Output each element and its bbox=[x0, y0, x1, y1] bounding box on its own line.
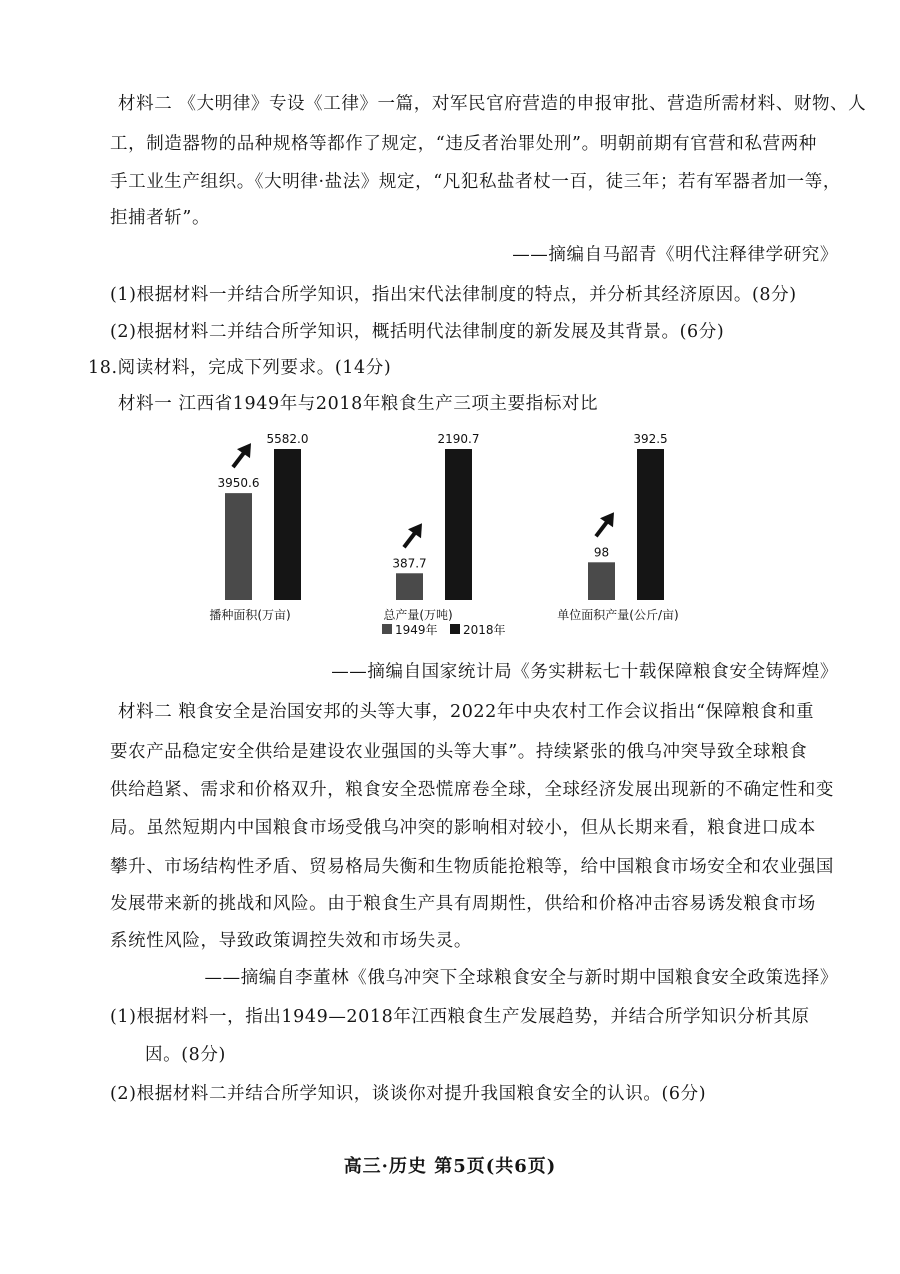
bar-2018-1 bbox=[445, 449, 472, 600]
grain-chart bbox=[200, 425, 680, 650]
label-2018-0: 5582.0 bbox=[266, 432, 309, 446]
ming-material-line-1: 材料二 《大明律》专设《工律》一篇，对军民官府营造的申报审批、营造所需材料、财物、人 bbox=[118, 94, 867, 114]
grain-material-line-1: 材料二 粮食安全是治国安邦的头等大事，2022年中央农村工作会议指出“保障粮食和重 bbox=[118, 702, 815, 722]
grain-material-line-2: 要农产品稳定安全供给是建设农业强国的头等大事”。持续紧张的俄乌冲突导致全球粮食 bbox=[110, 742, 808, 762]
ming-material-source: ——摘编自马韶青《明代注释律学研究》 bbox=[512, 245, 838, 265]
bar-1949-1 bbox=[396, 573, 423, 600]
grain-chart-svg bbox=[200, 425, 680, 650]
q17-part-2: (2)根据材料二并结合所学知识，概括明代法律制度的新发展及其背景。(6分) bbox=[110, 322, 725, 342]
page-footer: 高三·历史 第5页(共6页) bbox=[343, 1156, 557, 1177]
grain-material-line-6: 发展带来新的挑战和风险。由于粮食生产具有周期性，供给和价格冲击容易诱发粮食市场 bbox=[110, 894, 816, 914]
category-label-2: 单位面积产量(公斤/亩) bbox=[557, 608, 679, 622]
q17-part-1: (1)根据材料一并结合所学知识，指出宋代法律制度的特点，并分析其经济原因。(8分) bbox=[110, 285, 797, 305]
bar-1949-2 bbox=[588, 562, 615, 600]
label-1949-0: 3950.6 bbox=[217, 476, 260, 491]
bar-2018-2 bbox=[637, 449, 664, 600]
arrow-icon-1 bbox=[404, 523, 422, 547]
label-2018-2: 392.5 bbox=[633, 432, 668, 446]
legend-label-1949: 1949年 bbox=[395, 623, 438, 637]
grain-material-line-7: 系统性风险，导致政策调控失效和市场失灵。 bbox=[110, 931, 472, 951]
arrow-icon-0 bbox=[233, 443, 251, 467]
category-label-1: 总产量(万吨) bbox=[383, 608, 453, 622]
legend-label-2018: 2018年 bbox=[463, 623, 506, 637]
category-label-0: 播种面积(万亩) bbox=[209, 608, 291, 622]
bar-2018-0 bbox=[274, 449, 301, 600]
ming-material-line-3: 手工业生产组织。《大明律·盐法》规定，“凡犯私盐者杖一百，徒三年；若有军器者加一等， bbox=[110, 172, 841, 192]
label-1949-2: 98 bbox=[593, 545, 610, 560]
q18-part-1-cont: 因。(8分) bbox=[145, 1045, 226, 1065]
bar-1949-0 bbox=[225, 493, 252, 600]
q18-part-1: (1)根据材料一，指出1949—2018年江西粮食生产发展趋势，并结合所学知识分析其原 bbox=[110, 1007, 810, 1027]
chart-source: ——摘编自国家统计局《务实耕耘七十载保障粮食安全铸辉煌》 bbox=[331, 662, 838, 682]
q18-title: 18.阅读材料，完成下列要求。(14分) bbox=[88, 358, 392, 378]
grain-material-source: ——摘编自李董林《俄乌冲突下全球粮食安全与新时期中国粮食安全政策选择》 bbox=[204, 968, 838, 988]
material1-title: 材料一 江西省1949年与2018年粮食生产三项主要指标对比 bbox=[118, 394, 599, 414]
grain-material-line-4: 局。虽然短期内中国粮食市场受俄乌冲突的影响相对较小，但从长期来看，粮食进口成本 bbox=[110, 818, 816, 838]
legend-swatch-2018 bbox=[450, 624, 460, 634]
ming-material-line-2: 工，制造器物的品种规格等都作了规定，“违反者治罪处刑”。明朝前期有官营和私营两种 bbox=[110, 134, 817, 154]
grain-material-line-5: 攀升、市场结构性矛盾、贸易格局失衡和生物质能抢粮等，给中国粮食市场安全和农业强国 bbox=[110, 857, 834, 877]
arrow-icon-2 bbox=[596, 512, 614, 536]
grain-material-line-3: 供给趋紧、需求和价格双升，粮食安全恐慌席卷全球，全球经济发展出现新的不确定性和变 bbox=[110, 780, 834, 800]
q18-part-2: (2)根据材料二并结合所学知识，谈谈你对提升我国粮食安全的认识。(6分) bbox=[110, 1084, 707, 1104]
label-1949-1: 387.7 bbox=[392, 556, 427, 571]
label-2018-1: 2190.7 bbox=[437, 432, 480, 446]
ming-material-line-4: 拒捕者斩”。 bbox=[110, 208, 211, 228]
legend-swatch-1949 bbox=[382, 624, 392, 634]
